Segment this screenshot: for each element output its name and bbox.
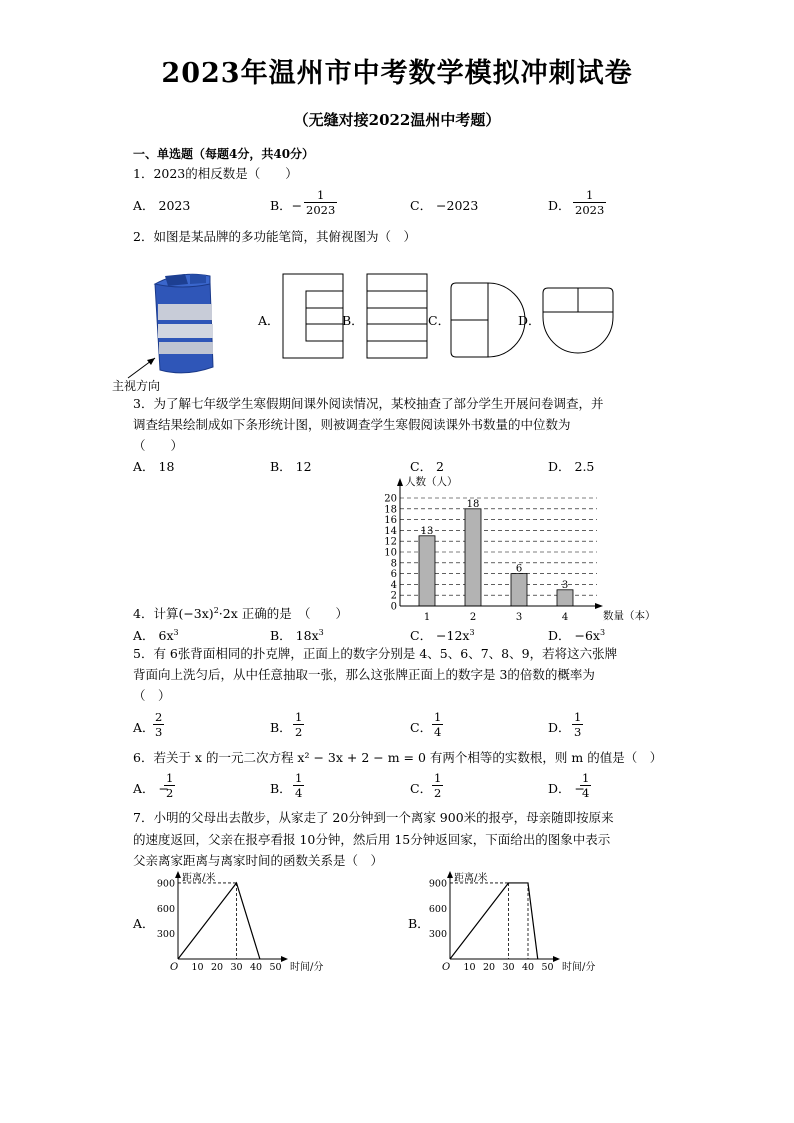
y-axis-title: 距离/米 xyxy=(182,873,216,884)
x-axis-arrow xyxy=(595,603,603,609)
x-tick-label: 40 xyxy=(249,962,263,973)
y-tick-label: 900 xyxy=(156,878,175,890)
x-tick-label: 4 xyxy=(561,612,569,623)
q1-option-c: C． −2023 xyxy=(410,198,479,213)
x-tick-label: 1 xyxy=(423,612,431,623)
q4-option-a-text: A． 6x xyxy=(133,628,174,644)
bar xyxy=(465,509,481,606)
y-tick-label: 12 xyxy=(384,536,397,548)
y-tick-label: 6 xyxy=(390,569,397,581)
x-tick-label: 40 xyxy=(521,962,535,973)
x-tick-label: 20 xyxy=(482,962,496,973)
q4-stem-exponent: 2 xyxy=(213,606,219,615)
q4-option-b xyxy=(270,625,324,644)
q3-option-c: C． 2 xyxy=(410,459,444,474)
bar-value-label: 6 xyxy=(515,563,523,575)
denominator: 2023 xyxy=(306,203,336,217)
q4-stem-expression: (−3x) xyxy=(178,606,214,622)
q6-option-c-fraction xyxy=(432,771,443,800)
numerator: 1 xyxy=(582,771,590,785)
q3-stem-line1: 3．为了解七年级学生寒假期间课外阅读情况，某校抽查了部分学生开展问卷调查，并 xyxy=(133,396,604,411)
page-title: 2023年温州市中考数学模拟冲刺试卷 xyxy=(161,58,633,89)
numerator: 1 xyxy=(573,188,606,203)
y-tick-label: 14 xyxy=(384,525,397,537)
q3-option-b: B． 12 xyxy=(270,459,312,474)
x-axis-arrow xyxy=(281,956,288,962)
q6-stem: 6．若关于 x 的一元二次方程 x² − 3x + 2 − m = 0 有两个相等的实数根，则 m 的值是（ ） xyxy=(133,750,663,765)
q1-option-b-fraction xyxy=(304,188,337,217)
q2-option-c-figure xyxy=(450,282,526,358)
numerator: 1 xyxy=(574,710,582,724)
x-tick-label: 30 xyxy=(502,962,515,973)
page-subtitle: （无缝对接2022温州中考题） xyxy=(293,111,501,129)
q7-stem-line2: 的速度返回，父亲在报亭看报 10分钟，然后用 15分钟返回家，下面给出的图象中表示 xyxy=(133,832,611,847)
q7-option-a-graph xyxy=(150,868,324,976)
x-tick-label: 50 xyxy=(269,962,282,973)
origin-label: O xyxy=(442,962,451,973)
q4-stem-suffix: ·2x 正确的是 （ ） xyxy=(218,606,348,622)
q6-option-a: A． − xyxy=(133,781,169,796)
denominator: 2 xyxy=(434,786,442,800)
bar-chart xyxy=(365,472,665,624)
q6-option-a-fraction xyxy=(164,771,175,800)
bar-value-label: 18 xyxy=(466,498,480,510)
denominator: 4 xyxy=(434,725,442,739)
x-axis-arrow xyxy=(553,956,560,962)
q4-option-d-exp: 3 xyxy=(599,628,606,637)
y-tick-label: 2 xyxy=(390,590,397,602)
x-axis-title: 时间/分 xyxy=(290,962,324,973)
denominator: 4 xyxy=(295,786,303,800)
x-tick-label: 3 xyxy=(515,612,523,623)
q1-option-d: D． xyxy=(548,198,571,213)
bar-value-label: 3 xyxy=(561,579,569,591)
denominator: 2 xyxy=(295,725,303,739)
q4-option-a-exp: 3 xyxy=(173,628,179,637)
q6-option-d: D． − xyxy=(548,781,585,796)
q2-option-d: D． xyxy=(518,313,541,328)
q2-option-a: A． xyxy=(258,313,280,328)
q7-stem-line1: 7．小明的父母出去散步，从家走了 20分钟到一个离家 900米的报亭，母亲随即按原来 xyxy=(133,810,614,825)
y-axis-title: 距离/米 xyxy=(454,873,488,884)
q5-option-c: C． xyxy=(410,720,433,735)
y-tick-label: 18 xyxy=(384,504,397,516)
q4-option-b-exp: 3 xyxy=(318,628,324,637)
q4-option-d xyxy=(548,625,605,644)
q2-option-a-figure xyxy=(282,273,344,359)
q2-caption: 主视方向 xyxy=(112,379,161,393)
q1-stem: 1．2023的相反数是（ ） xyxy=(133,166,298,181)
distance-time-line xyxy=(450,883,538,959)
q2-option-b-figure xyxy=(366,273,428,359)
q5-stem-line2: 背面向上洗匀后，从中任意抽取一张，那么这张牌正面上的数字是 3的倍数的概率为 xyxy=(133,667,595,682)
pen-holder-image xyxy=(110,262,230,392)
numerator: 1 xyxy=(295,710,303,724)
origin-label: O xyxy=(170,962,179,973)
q7-option-a: A． xyxy=(133,916,155,931)
x-tick-label: 2 xyxy=(469,612,477,623)
y-axis-arrow xyxy=(175,871,181,878)
y-tick-label: 20 xyxy=(384,493,397,505)
q2-stem: 2．如图是某品牌的多功能笔筒，其俯视图为（ ） xyxy=(133,229,416,244)
bar xyxy=(557,590,573,606)
q5-option-a-fraction xyxy=(153,710,164,739)
distance-time-line xyxy=(178,883,260,959)
q1-option-b: B．− xyxy=(270,198,303,213)
y-tick-label: 0 xyxy=(390,601,397,613)
q4-option-b-text: B． 18x xyxy=(270,628,319,644)
numerator: 2 xyxy=(155,710,163,724)
q2-option-c: C． xyxy=(428,313,451,328)
q2-option-d-figure xyxy=(542,287,614,355)
q5-option-a: A． xyxy=(133,720,155,735)
bar xyxy=(419,536,435,606)
y-tick-label: 300 xyxy=(156,929,175,941)
x-axis-title: 时间/分 xyxy=(562,962,596,973)
y-tick-label: 16 xyxy=(384,515,397,527)
bar xyxy=(511,574,527,606)
x-tick-label: 20 xyxy=(210,962,224,973)
q4-stem-prefix: 4．计算 xyxy=(133,606,179,622)
section-heading: 一、单选题（每题4分，共40分） xyxy=(133,147,315,161)
q5-option-b: B． xyxy=(270,720,292,735)
denominator: 2023 xyxy=(575,203,605,217)
q4-option-c xyxy=(410,625,475,644)
q3-stem-line2: 调查结果绘制成如下条形统计图，则被调查学生寒假阅读课外书数量的中位数为 xyxy=(133,417,571,432)
q6-option-b-fraction xyxy=(293,771,304,800)
q1-option-a: A． 2023 xyxy=(133,198,191,213)
q5-option-d-fraction xyxy=(572,710,583,739)
y-tick-label: 600 xyxy=(156,903,175,915)
q5-option-d: D． xyxy=(548,720,571,735)
numerator: 1 xyxy=(434,710,442,724)
q4-option-c-text: C． −12x xyxy=(410,628,470,644)
q3-stem-line3: （ ） xyxy=(133,438,184,453)
x-tick-label: 50 xyxy=(541,962,554,973)
denominator: 2 xyxy=(166,786,174,800)
q5-option-b-fraction xyxy=(293,710,304,739)
q3-option-d: D． 2.5 xyxy=(548,459,595,474)
denominator: 4 xyxy=(582,786,590,800)
y-axis-arrow xyxy=(397,478,403,486)
numerator: 1 xyxy=(166,771,174,785)
q7-option-b: B． xyxy=(408,916,430,931)
y-tick-label: 600 xyxy=(428,903,447,915)
q5-option-c-fraction xyxy=(432,710,443,739)
y-tick-label: 10 xyxy=(384,547,397,559)
q5-stem-line1: 5．有 6张背面相同的扑克牌，正面上的数字分别是 4、5、6、7、8、9，若将这六张牌 xyxy=(133,646,618,661)
y-tick-label: 4 xyxy=(390,579,397,591)
y-axis-title: 人数（人） xyxy=(405,476,458,488)
bar-value-label: 13 xyxy=(420,525,434,537)
q5-stem-line3: （ ） xyxy=(133,688,171,703)
q1-option-d-fraction xyxy=(573,188,606,217)
x-tick-label: 10 xyxy=(191,962,204,973)
y-tick-label: 900 xyxy=(428,878,447,890)
denominator: 3 xyxy=(574,725,582,739)
x-tick-label: 10 xyxy=(463,962,476,973)
numerator: 1 xyxy=(295,771,303,785)
y-tick-label: 8 xyxy=(390,558,397,570)
q4-option-d-text: D． −6x xyxy=(548,628,600,644)
q6-option-b: B． xyxy=(270,781,292,796)
q4-option-c-exp: 3 xyxy=(469,628,475,637)
q7-stem-line3: 父亲离家距离与离家时间的函数关系是（ ） xyxy=(133,853,384,868)
y-tick-label: 300 xyxy=(428,929,447,941)
numerator: 1 xyxy=(304,188,337,203)
q4-stem xyxy=(133,603,348,622)
numerator: 1 xyxy=(434,771,442,785)
x-axis-title: 数量（本） xyxy=(603,610,656,622)
q3-option-a: A． 18 xyxy=(133,459,175,474)
q6-option-c: C． xyxy=(410,781,433,796)
x-tick-label: 30 xyxy=(230,962,243,973)
q2-option-b: B． xyxy=(342,313,364,328)
q4-option-a xyxy=(133,625,179,644)
denominator: 3 xyxy=(155,725,163,739)
q6-option-d-fraction xyxy=(580,771,591,800)
q7-option-b-graph xyxy=(422,868,596,976)
y-axis-arrow xyxy=(447,871,453,878)
